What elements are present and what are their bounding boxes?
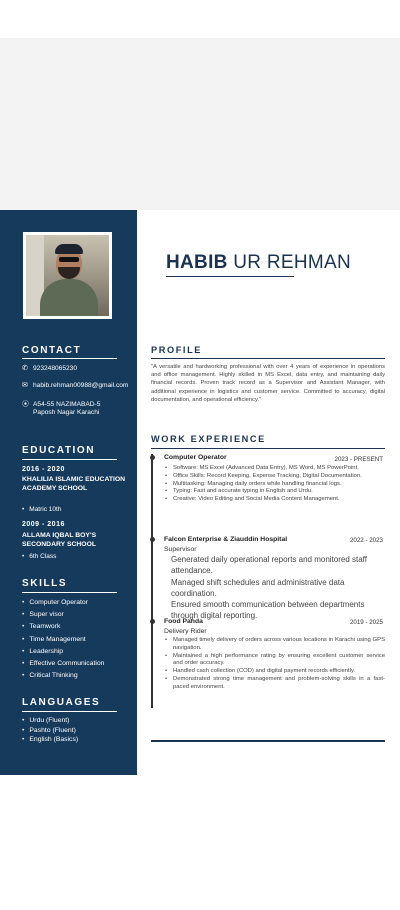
job-bullet: • Handled cash collection (COD) and digital payment records efficiently. [164, 668, 385, 676]
job-bullets [164, 637, 385, 692]
profile-divider [151, 358, 385, 359]
name-first: HABIB [166, 252, 228, 273]
location-pin-icon: ⦿ [22, 401, 29, 408]
job-dates: 2019 - 2025 [349, 619, 383, 626]
education-school: KHALILIA ISLAMIC EDUCATION ACADEMY SCHOOL [22, 476, 126, 492]
profile-photo [23, 232, 112, 319]
address-line-2: Paposh Nagar Karachi [33, 409, 100, 416]
timeline-dot [150, 537, 155, 542]
email-address: habib.rehman00988@gmail.com [33, 382, 129, 389]
job-bullet: • Demonstrated strong time management and problem-solving skills in a fast-paced environment. [164, 676, 385, 692]
job-bullets [164, 465, 385, 504]
profile-photo-image [26, 235, 109, 316]
contact-divider [22, 358, 117, 359]
skill-item: • Effective Communication [22, 658, 104, 670]
education-years: 2009 - 2016 [22, 521, 65, 528]
job-duty-line: Generated daily operational reports and monitored staff attendance. [171, 555, 367, 576]
languages-list [22, 716, 78, 745]
contact-phone[interactable] [22, 365, 132, 373]
language-item: • Urdu (Fluent) [22, 716, 78, 726]
job-bullet: • Software: MS Excel (Advanced Data Entry), MS Word, MS PowerPoint. [164, 465, 385, 473]
bottom-divider [151, 740, 385, 742]
name-underline [166, 276, 294, 277]
contact-heading: CONTACT [22, 345, 82, 356]
resume-page [0, 210, 400, 775]
languages-divider [22, 711, 117, 712]
profile-heading: PROFILE [151, 345, 203, 355]
job-duty-line: Ensured smooth communication between departments through digital reporting. [171, 600, 365, 621]
education-years: 2016 - 2020 [22, 466, 65, 473]
language-item: • Pashto (Fluent) [22, 726, 78, 736]
skill-item: • Super visor [22, 609, 104, 621]
experience-timeline [151, 454, 153, 708]
education-school: ALLAMA IQBAL BOY'S SECONDARY SCHOOL [22, 532, 97, 548]
viewer-top-bar [0, 0, 400, 38]
education-level: • Matric 10th [22, 506, 61, 513]
languages-heading: LANGUAGES [22, 697, 101, 708]
candidate-name [166, 252, 351, 274]
name-rest: UR REHMAN [227, 252, 352, 273]
experience-heading: WORK EXPERIENCE [151, 434, 266, 444]
job-bullet: • Typing: Fast and accurate typing in English and Urdu. [164, 488, 385, 496]
job-role: Supervisor [164, 546, 197, 553]
skill-item: • Critical Thinking [22, 670, 104, 682]
job-role: Delivery Rider [164, 628, 207, 635]
job-bullet: • Multitasking: Managing daily orders while handling financial logs. [164, 481, 385, 489]
skill-item: • Computer Operator [22, 597, 104, 609]
job-bullet: • Creative: Video Editing and Social Media Content Management. [164, 496, 385, 504]
language-item: • English (Basics) [22, 735, 78, 745]
contact-email[interactable] [22, 382, 132, 390]
timeline-dot [150, 455, 155, 460]
experience-divider [151, 448, 385, 449]
job-bullet: • Office Skills: Record Keeping, Expense Tracking, Digital Documentation. [164, 473, 385, 481]
job-dates: 2023 - PRESENT [334, 456, 383, 463]
timeline-dot [150, 619, 155, 624]
address-line-1: A54-55 NAZIMABAD-5 [33, 401, 101, 408]
skills-list [22, 597, 104, 682]
skill-item: • Time Management [22, 634, 104, 646]
job-title: Food Panda [164, 618, 203, 625]
job-title: Computer Operator [164, 454, 227, 461]
job-duty-line: Managed shift schedules and administrative data coordination. [171, 577, 345, 598]
education-divider [22, 459, 117, 460]
sidebar [0, 210, 137, 775]
contact-address [22, 401, 132, 417]
education-heading: EDUCATION [22, 445, 96, 456]
job-title: Falcon Enterprise & Ziauddin Hospital [164, 536, 288, 543]
email-icon: ✉ [22, 382, 28, 389]
skill-item: • Leadership [22, 646, 104, 658]
job-bullet: • Maintained a high performance rating by ensuring excellent customer service and order accuracy. [164, 653, 385, 669]
skills-divider [22, 592, 117, 593]
skill-item: • Teamwork [22, 621, 104, 633]
viewer-bottom-bar [0, 775, 400, 910]
job-duties [171, 554, 385, 622]
job-bullet: • Managed timely delivery of orders across various locations in Karachi using GPS navigation. [164, 637, 385, 653]
job-dates: 2022 - 2023 [349, 537, 383, 544]
profile-summary: "A versatile and hardworking professional with over 4 years of experience in operations and office management. Highly skilled in MS Excel, data entry, and maintaining daily financial records. Proven track record as a Supervisor and Assistant Manager, with additional experience in logistics and customer service. Committed to accuracy, digital documentation, and operational efficiency." [151, 364, 385, 403]
phone-icon: ✆ [22, 365, 28, 372]
phone-number: 923248065230 [33, 365, 78, 372]
skills-heading: SKILLS [22, 578, 68, 589]
education-level: • 6th Class [22, 553, 56, 560]
